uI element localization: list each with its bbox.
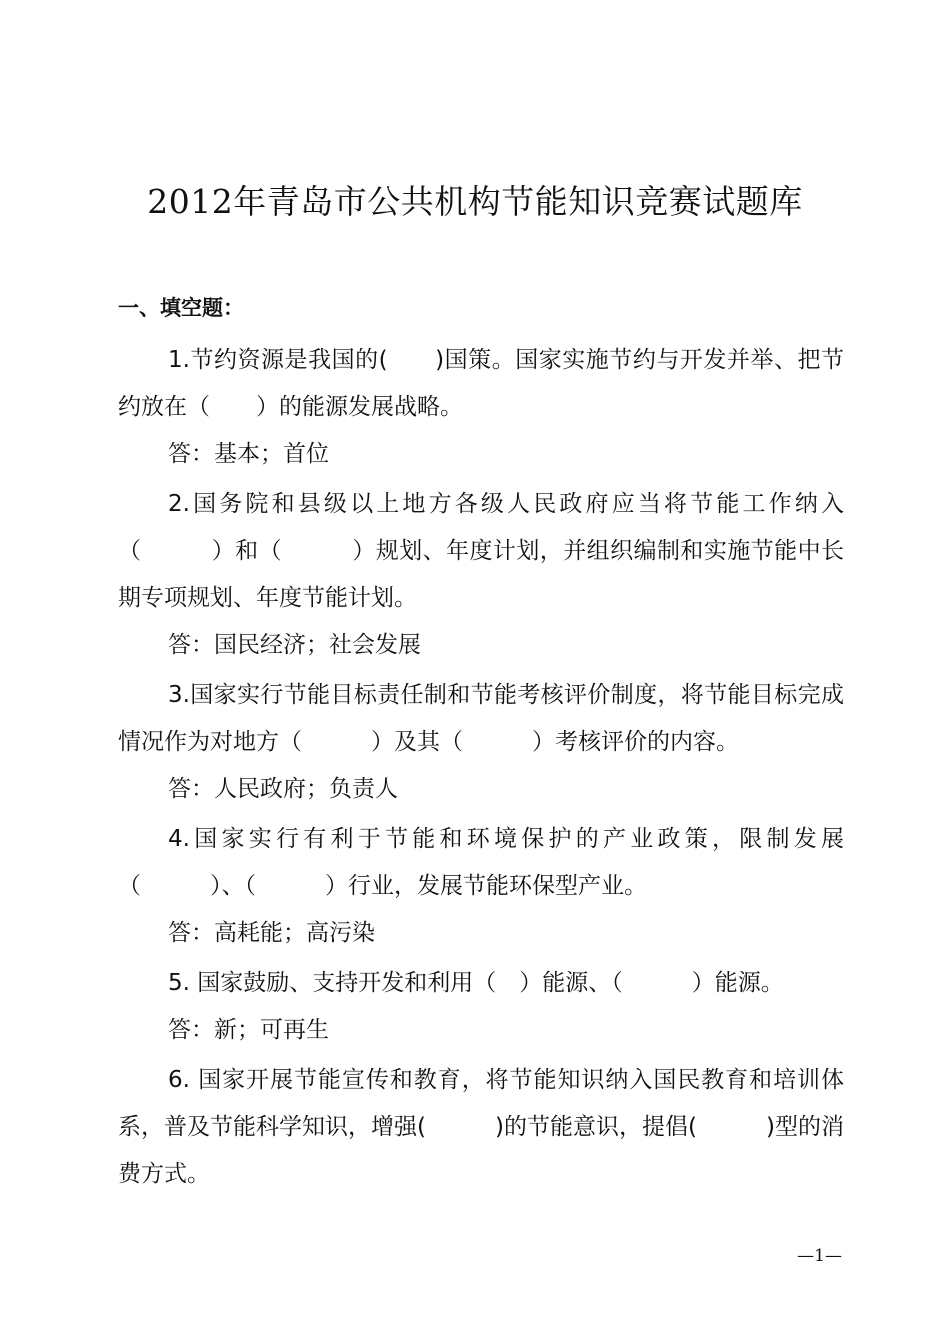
answer-3: 答：人民政府；负责人 <box>168 776 398 802</box>
question-4: 4.国家实行有利于节能和环境保护的产业政策，限制发展（ ）、（ ）行业，发展节能环保型产业。 <box>118 826 844 899</box>
answer-4: 答：高耗能；高污染 <box>168 920 375 946</box>
question-6: 6. 国家开展节能宣传和教育，将节能知识纳入国民教育和培训体系，普及节能科学知识，增强( )的节能意识，提倡( )型的消费方式。 <box>118 1067 844 1187</box>
question-3: 3.国家实行节能目标责任制和节能考核评价制度，将节能目标完成情况作为对地方（ ）及其（ ）考核评价的内容。 <box>118 682 844 755</box>
question-5: 5. 国家鼓励、支持开发和利用（ ）能源、（ ）能源。 <box>168 970 784 996</box>
question-1: 1.节约资源是我国的( )国策。国家实施节约与开发并举、把节约放在（ ）的能源发展战略。 <box>118 347 844 420</box>
answer-1: 答：基本；首位 <box>168 441 329 467</box>
answer-2: 答：国民经济；社会发展 <box>168 632 421 658</box>
answer-5: 答：新；可再生 <box>168 1017 329 1043</box>
section-heading: 一、填空题： <box>118 296 244 320</box>
question-2: 2.国务院和县级以上地方各级人民政府应当将节能工作纳入（ ）和（ ）规划、年度计划，并组织编制和实施节能中长期专项规划、年度节能计划。 <box>118 491 844 611</box>
question-list <box>118 337 844 1198</box>
page-number: —1— <box>797 1246 842 1266</box>
document-title: 2012年青岛市公共机构节能知识竞赛试题库 <box>147 182 803 221</box>
